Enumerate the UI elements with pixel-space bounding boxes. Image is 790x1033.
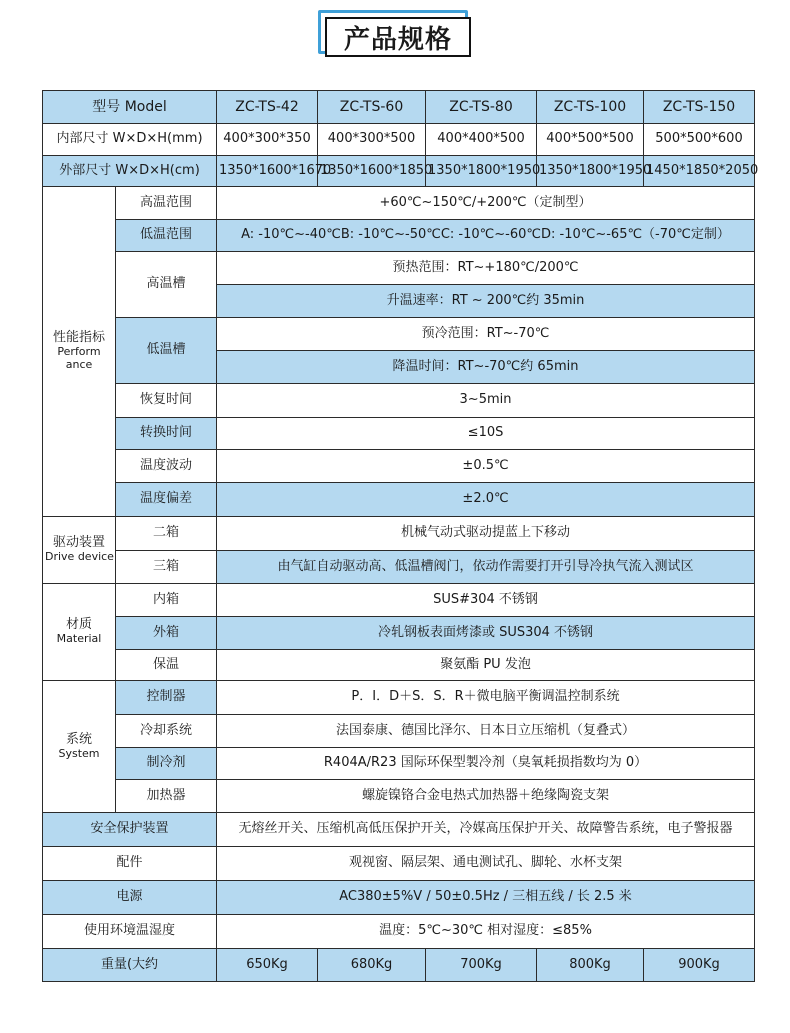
system-ctrl-value: P．I．D＋S．S．R＋微电脑平衡调温控制系统 bbox=[217, 681, 755, 715]
material-outer-value: 冷轧钢板表面烤漆或 SUS304 不锈钢 bbox=[217, 617, 755, 650]
system-cool-row bbox=[43, 715, 755, 748]
low-tank-label: 低温槽 bbox=[116, 318, 217, 384]
page-title: 产品规格 bbox=[325, 17, 471, 57]
outer-size-label: 外部尺寸 W×D×H(cm) bbox=[43, 156, 217, 187]
outer-size-cell: 1350*1800*1950 bbox=[537, 156, 644, 187]
env-row bbox=[43, 915, 755, 949]
perf-high-tank-row-1 bbox=[43, 252, 755, 285]
outer-size-row bbox=[43, 156, 755, 187]
recovery-value: 3~5min bbox=[217, 384, 755, 418]
performance-cat-label: 性能指标 bbox=[52, 330, 105, 346]
fluct-value: ±0.5℃ bbox=[217, 450, 755, 483]
outer-size-cell: 1350*1600*1670 bbox=[217, 156, 318, 187]
model-cell: ZC-TS-100 bbox=[537, 91, 644, 124]
recovery-label: 恢复时间 bbox=[116, 384, 217, 418]
weight-cell: 900Kg bbox=[644, 949, 755, 982]
inner-size-cell: 500*500*600 bbox=[644, 124, 755, 156]
performance-cat-en1: Perform bbox=[57, 345, 101, 359]
safety-row bbox=[43, 813, 755, 847]
outer-size-cell: 1350*1600*1850 bbox=[318, 156, 426, 187]
low-range-label: 低温范围 bbox=[116, 220, 217, 252]
material-insul-row bbox=[43, 650, 755, 681]
material-inner-label: 内箱 bbox=[116, 584, 217, 617]
drive-two-value: 机械气动式驱动提蓝上下移动 bbox=[217, 517, 755, 551]
weight-row bbox=[43, 949, 755, 982]
safety-value: 无熔丝开关、压缩机高低压保护开关，冷媒高压保护开关、故障警告系统，电子警报器 bbox=[217, 813, 755, 847]
weight-cell: 680Kg bbox=[318, 949, 426, 982]
switch-label: 转换时间 bbox=[116, 418, 217, 450]
drive-three-row bbox=[43, 551, 755, 584]
env-label: 使用环境温湿度 bbox=[43, 915, 217, 949]
low-range-value: A: -10℃~-40℃B: -10℃~-50℃C: -10℃~-60℃D: -10℃~-65℃（-70℃定制） bbox=[217, 220, 755, 252]
material-cat-label: 材质 bbox=[65, 617, 92, 633]
system-cool-value: 法国泰康、德国比泽尔、日本日立压缩机（复叠式） bbox=[217, 715, 755, 748]
power-row bbox=[43, 881, 755, 915]
spec-table bbox=[42, 90, 759, 982]
outer-size-cell: 1350*1800*1950 bbox=[426, 156, 537, 187]
system-cool-label: 冷却系统 bbox=[116, 715, 217, 748]
high-tank-rate: 升温速率：RT ~ 200℃约 35min bbox=[217, 285, 755, 318]
drive-category bbox=[43, 517, 116, 584]
performance-category bbox=[43, 187, 116, 517]
weight-label: 重量(大约 bbox=[43, 949, 217, 982]
material-category bbox=[43, 584, 116, 681]
env-value: 温度：5℃~30℃ 相对湿度：≤85% bbox=[217, 915, 755, 949]
model-cell: ZC-TS-60 bbox=[318, 91, 426, 124]
dev-label: 温度偏差 bbox=[116, 483, 217, 517]
safety-label: 安全保护装置 bbox=[43, 813, 217, 847]
material-inner-row bbox=[43, 584, 755, 617]
material-outer-label: 外箱 bbox=[116, 617, 217, 650]
weight-cell: 650Kg bbox=[217, 949, 318, 982]
perf-recovery-row bbox=[43, 384, 755, 418]
material-inner-value: SUS#304 不锈钢 bbox=[217, 584, 755, 617]
drive-cat-label: 驱动装置 bbox=[52, 535, 105, 551]
perf-switch-row bbox=[43, 418, 755, 450]
high-tank-label: 高温槽 bbox=[116, 252, 217, 318]
inner-size-cell: 400*500*500 bbox=[537, 124, 644, 156]
inner-size-label: 内部尺寸 W×D×H(mm) bbox=[43, 124, 217, 156]
inner-size-row bbox=[43, 124, 755, 156]
material-outer-row bbox=[43, 617, 755, 650]
performance-cat-en2: ance bbox=[65, 357, 93, 371]
power-label: 电源 bbox=[43, 881, 217, 915]
dev-value: ±2.0℃ bbox=[217, 483, 755, 517]
system-heat-label: 加热器 bbox=[116, 780, 217, 813]
weight-cell: 700Kg bbox=[426, 949, 537, 982]
system-ref-row bbox=[43, 748, 755, 780]
parts-label: 配件 bbox=[43, 847, 217, 881]
material-insul-label: 保温 bbox=[116, 650, 217, 681]
outer-size-cell: 1450*1850*2050 bbox=[644, 156, 755, 187]
title-frame bbox=[318, 10, 468, 54]
system-ref-label: 制冷剂 bbox=[116, 748, 217, 780]
drive-three-label: 三箱 bbox=[116, 551, 217, 584]
perf-high-range-row bbox=[43, 187, 755, 220]
drive-two-row bbox=[43, 517, 755, 551]
parts-row bbox=[43, 847, 755, 881]
drive-cat-en: Drive device bbox=[45, 550, 114, 564]
model-header-label: 型号 Model bbox=[43, 91, 217, 124]
system-cat-en: System bbox=[58, 746, 100, 760]
model-row bbox=[43, 91, 755, 124]
high-tank-preheat: 预热范围：RT~+180℃/200℃ bbox=[217, 252, 755, 285]
perf-low-range-row bbox=[43, 220, 755, 252]
system-cat-label: 系统 bbox=[65, 731, 92, 747]
system-ctrl-row bbox=[43, 681, 755, 715]
system-heat-row bbox=[43, 780, 755, 813]
model-cell: ZC-TS-42 bbox=[217, 91, 318, 124]
drive-two-label: 二箱 bbox=[116, 517, 217, 551]
high-range-value: +60℃~150℃/+200℃（定制型） bbox=[217, 187, 755, 220]
system-heat-value: 螺旋镍铬合金电热式加热器＋绝缘陶瓷支架 bbox=[217, 780, 755, 813]
perf-low-tank-row-1 bbox=[43, 318, 755, 351]
material-insul-value: 聚氨酯 PU 发泡 bbox=[217, 650, 755, 681]
fluct-label: 温度波动 bbox=[116, 450, 217, 483]
model-cell: ZC-TS-80 bbox=[426, 91, 537, 124]
inner-size-cell: 400*300*500 bbox=[318, 124, 426, 156]
low-tank-time: 降温时间：RT~-70℃约 65min bbox=[217, 351, 755, 384]
drive-three-value: 由气缸自动驱动高、低温槽阀门，依动作需要打开引导冷执气流入测试区 bbox=[217, 551, 755, 584]
parts-value: 观视窗、隔层架、通电测试孔、脚轮、水杯支架 bbox=[217, 847, 755, 881]
system-ctrl-label: 控制器 bbox=[116, 681, 217, 715]
system-ref-value: R404A/R23 国际环保型製冷剂（臭氧耗损指数均为 0） bbox=[217, 748, 755, 780]
perf-dev-row bbox=[43, 483, 755, 517]
material-cat-en: Material bbox=[56, 632, 102, 646]
high-range-label: 高温范围 bbox=[116, 187, 217, 220]
low-tank-precool: 预冷范围：RT~-70℃ bbox=[217, 318, 755, 351]
power-value: AC380±5%V / 50±0.5Hz / 三相五线 / 长 2.5 米 bbox=[217, 881, 755, 915]
inner-size-cell: 400*300*350 bbox=[217, 124, 318, 156]
inner-size-cell: 400*400*500 bbox=[426, 124, 537, 156]
model-cell: ZC-TS-150 bbox=[644, 91, 755, 124]
system-category bbox=[43, 681, 116, 813]
weight-cell: 800Kg bbox=[537, 949, 644, 982]
perf-fluct-row bbox=[43, 450, 755, 483]
switch-value: ≤10S bbox=[217, 418, 755, 450]
